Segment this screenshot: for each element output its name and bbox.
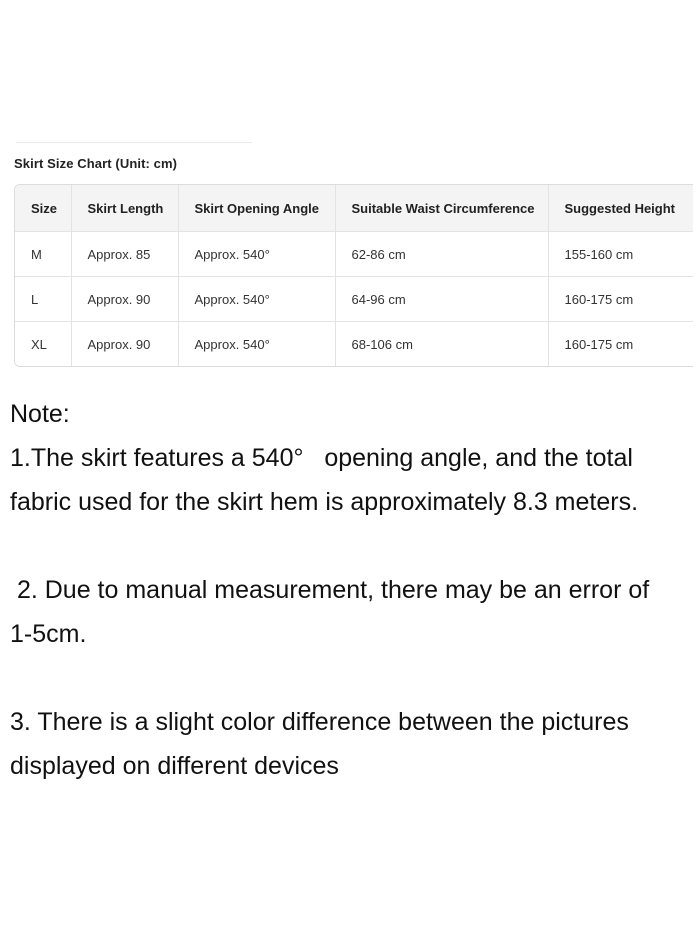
size-chart-table <box>15 185 693 366</box>
note-1-line-2: fabric used for the skirt hem is approximately 8.3 meters. <box>10 488 639 516</box>
cell-size: M <box>15 232 71 277</box>
spacer <box>10 524 690 568</box>
cell-waist: 62-86 cm <box>335 232 548 277</box>
notes-section <box>10 392 690 788</box>
header-waist: Suitable Waist Circumference <box>335 185 548 232</box>
cell-height: 155-160 cm <box>548 232 693 277</box>
note-3-line-2: displayed on different devices <box>10 752 339 780</box>
cell-opening-angle: Approx. 540° <box>178 277 335 322</box>
cell-skirt-length: Approx. 90 <box>71 322 178 367</box>
header-opening-angle: Skirt Opening Angle <box>178 185 335 232</box>
cell-height: 160-175 cm <box>548 277 693 322</box>
header-height: Suggested Height <box>548 185 693 232</box>
cell-waist: 68-106 cm <box>335 322 548 367</box>
table-header-row <box>15 185 693 232</box>
table-row <box>15 277 693 322</box>
note-2-line-2: 1-5cm. <box>10 620 87 648</box>
cell-size: XL <box>15 322 71 367</box>
cell-size: L <box>15 277 71 322</box>
note-3-line-1: 3. There is a slight color difference between the pictures <box>10 708 629 736</box>
size-chart-table-container <box>14 184 693 367</box>
cell-height: 160-175 cm <box>548 322 693 367</box>
notes-heading: Note: <box>10 400 70 428</box>
table-row <box>15 322 693 367</box>
cell-opening-angle: Approx. 540° <box>178 232 335 277</box>
header-size: Size <box>15 185 71 232</box>
note-1-line-1: 1.The skirt features a 540° opening angle, and the total <box>10 444 633 472</box>
cell-waist: 64-96 cm <box>335 277 548 322</box>
header-skirt-length: Skirt Length <box>71 185 178 232</box>
cell-skirt-length: Approx. 85 <box>71 232 178 277</box>
note-2-line-1: 2. Due to manual measurement, there may be an error of <box>10 576 650 604</box>
cell-opening-angle: Approx. 540° <box>178 322 335 367</box>
divider <box>16 142 252 143</box>
spacer <box>10 656 690 700</box>
table-row <box>15 232 693 277</box>
cell-skirt-length: Approx. 90 <box>71 277 178 322</box>
size-chart-title: Skirt Size Chart (Unit: cm) <box>14 156 178 171</box>
